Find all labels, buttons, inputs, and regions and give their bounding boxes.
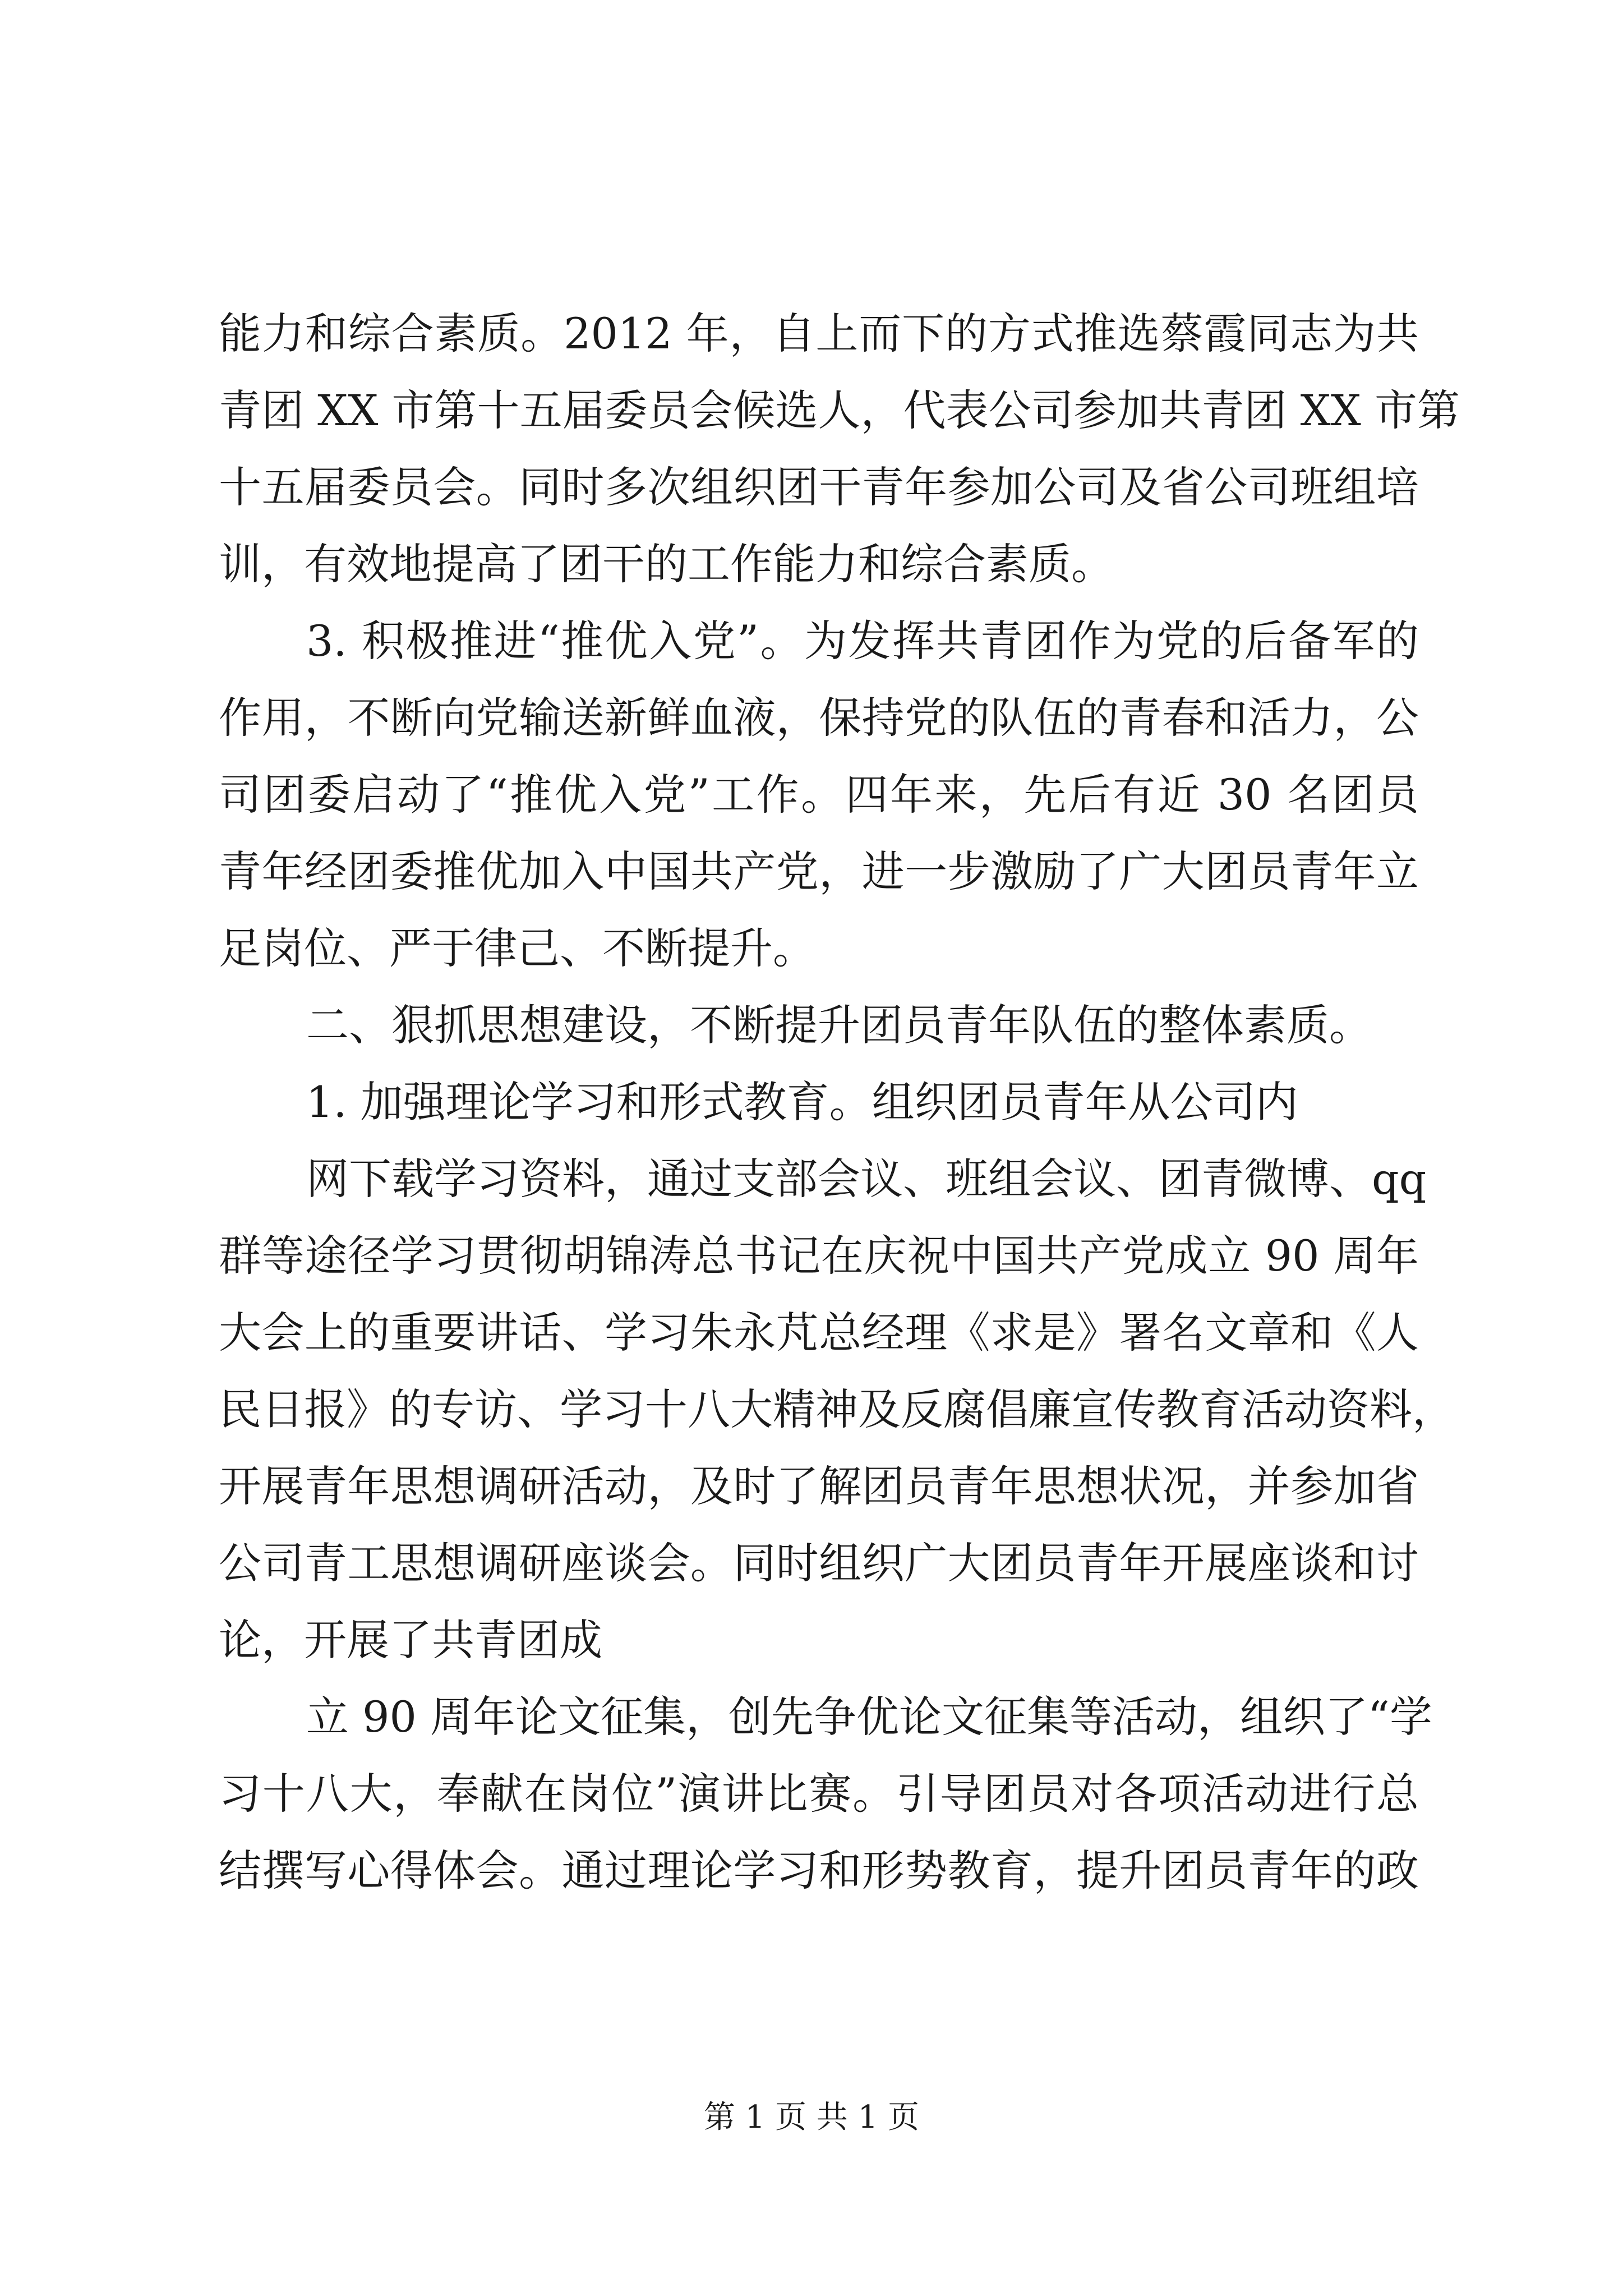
text-line: 司团委启动了“推优入党”工作。四年来，先后有近 30 名团员 — [219, 770, 1419, 820]
text-line: 民日报》的专访、学习十八大精神及反腐倡廉宣传教育活动资料， — [219, 1384, 1455, 1434]
text-line: 网下载学习资料，通过支部会议、班组会议、团青微博、qq — [306, 1154, 1427, 1204]
text-line: 作用，不断向党输送新鲜血液，保持党的队伍的青春和活力，公 — [219, 693, 1419, 743]
text-line: 大会上的重要讲话、学习朱永芃总经理《求是》署名文章和《人 — [219, 1308, 1419, 1358]
text-line: 能力和综合素质。2012 年，自上而下的方式推选蔡霞同志为共 — [219, 309, 1419, 358]
text-line: 青团 XX 市第十五届委员会候选人，代表公司参加共青团 XX 市第 — [219, 385, 1460, 435]
text-line: 十五届委员会。同时多次组织团干青年参加公司及省公司班组培 — [219, 462, 1419, 512]
text-line: 开展青年思想调研活动，及时了解团员青年思想状况，并参加省 — [219, 1461, 1419, 1511]
text-line: 训，有效地提高了团干的工作能力和综合素质。 — [219, 539, 1114, 589]
text-line: 青年经团委推优加入中国共产党，进一步激励了广大团员青年立 — [219, 846, 1419, 896]
section-heading: 二、狠抓思想建设，不断提升团员青年队伍的整体素质。 — [306, 1000, 1372, 1050]
text-line: 习十八大，奉献在岗位”演讲比赛。引导团员对各项活动进行总 — [219, 1769, 1419, 1819]
text-line: 结撰写心得体会。通过理论学习和形势教育，提升团员青年的政 — [219, 1846, 1419, 1895]
text-line: 3. 积极推进“推优入党”。为发挥共青团作为党的后备军的 — [306, 616, 1419, 666]
text-line: 公司青工思想调研座谈会。同时组织广大团员青年开展座谈和讨 — [219, 1538, 1419, 1588]
text-line: 立 90 周年论文征集，创先争优论文征集等活动，组织了“学 — [306, 1692, 1432, 1742]
text-line: 论，开展了共青团成 — [219, 1615, 602, 1665]
text-line: 1. 加强理论学习和形式教育。组织团员青年从公司内 — [306, 1077, 1298, 1127]
page-footer: 第 1 页 共 1 页 — [703, 2099, 920, 2136]
text-line: 足岗位、严于律己、不断提升。 — [219, 923, 815, 973]
text-line: 群等途径学习贯彻胡锦涛总书记在庆祝中国共产党成立 90 周年 — [219, 1231, 1419, 1281]
